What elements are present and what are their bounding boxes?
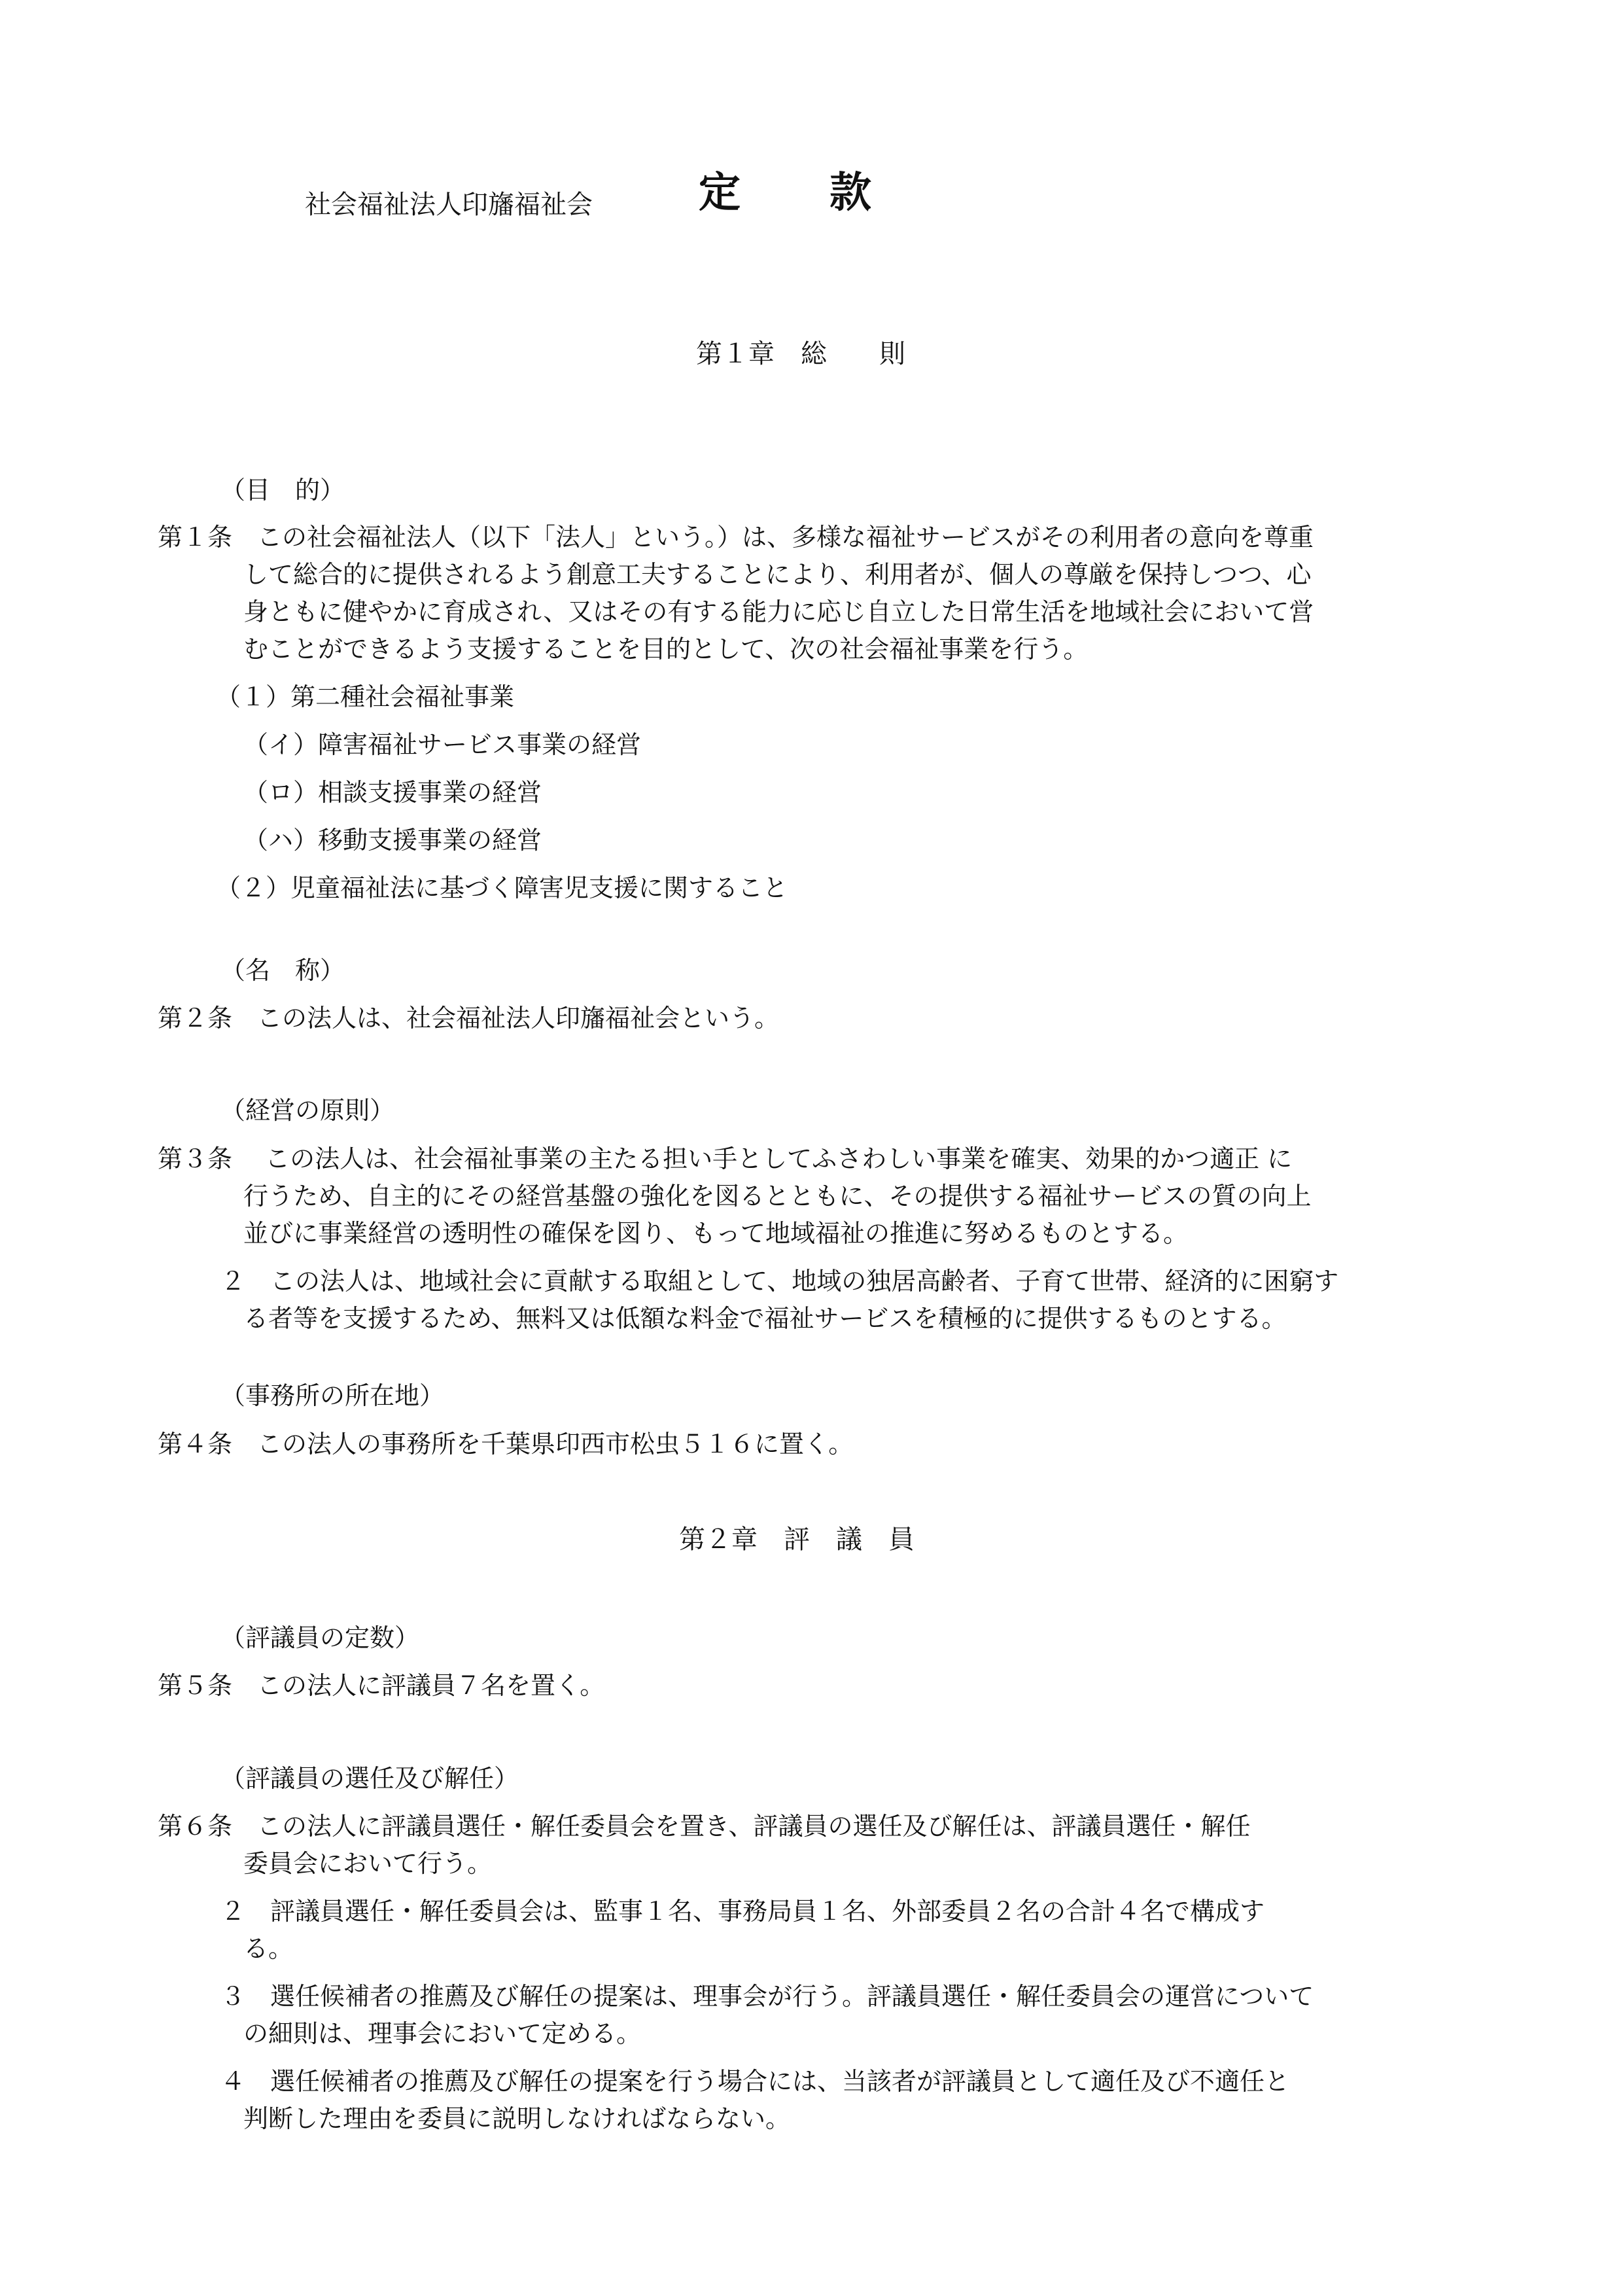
article-6-line-1: 第６条 この法人に評議員選任・解任委員会を置き、評議員の選任及び解任は、評議員選任・解任: [158, 1812, 1251, 1841]
article-6-para-4-line-2: 判断した理由を委員に説明しなければならない。: [243, 2104, 791, 2133]
article-5-line-1: 第５条 この法人に評議員７名を置く。: [158, 1671, 605, 1700]
article-6-line-2: 委員会において行う。: [243, 1849, 493, 1878]
article-3-para-2-line-1: ２ この法人は、地域社会に貢献する取組として、地域の独居高齢者、子育て世帯、経済的に困窮す: [220, 1267, 1339, 1296]
article-3-line-3: 並びに事業経営の透明性の確保を図り、もって地域福祉の推進に努めるものとする。: [243, 1219, 1189, 1248]
article-2-heading: （名 称）: [220, 956, 345, 985]
article-1-item-1b: （ロ）相談支援事業の経営: [243, 778, 542, 807]
article-4-heading: （事務所の所在地）: [220, 1381, 445, 1410]
article-1-line-1: 第１条 この社会福祉法人（以下「法人」という。）は、多様な福祉サービスがその利用者の意向を尊重: [158, 523, 1314, 552]
article-1-line-3: 身ともに健やかに育成され、又はその有する能力に応じ自立した日常生活を地域社会において営: [243, 597, 1314, 626]
article-6-para-3-line-1: ３ 選任候補者の推薦及び解任の提案は、理事会が行う。評議員選任・解任委員会の運営について: [220, 1982, 1314, 2011]
article-6-para-2-line-1: ２ 評議員選任・解任委員会は、監事１名、事務局員１名、外部委員２名の合計４名で構成す: [220, 1897, 1265, 1926]
article-3-line-1: 第３条 この法人は、社会福祉事業の主たる担い手としてふさわしい事業を確実、効果的かつ適正 に: [158, 1144, 1293, 1173]
article-1-item-1: （１）第二種社会福祉事業: [216, 682, 515, 711]
article-1-heading: （目 的）: [220, 476, 345, 504]
article-6-para-3-line-2: の細則は、理事会において定める。: [243, 2019, 642, 2048]
article-2-line-1: 第２条 この法人は、社会福祉法人印旛福祉会という。: [158, 1004, 780, 1033]
article-1-item-1a: （イ）障害福祉サービス事業の経営: [243, 730, 642, 759]
organization-name: 社会福祉法人印旛福祉会: [305, 190, 593, 220]
article-1-item-1c: （ハ）移動支援事業の経営: [243, 826, 542, 855]
document-title-char-2: 款: [829, 169, 871, 217]
article-4-line-1: 第４条 この法人の事務所を千葉県印西市松虫５１６に置く。: [158, 1430, 854, 1458]
article-1-line-2: して総合的に提供されるよう創意工夫することにより、利用者が、個人の尊厳を保持しつつ、心: [243, 560, 1312, 589]
document-title-char-1: 定: [699, 169, 741, 217]
article-3-para-2-line-2: る者等を支援するため、無料又は低額な料金で福祉サービスを積極的に提供するものとする。: [243, 1304, 1287, 1333]
article-3-line-2: 行うため、自主的にその経営基盤の強化を図るとともに、その提供する福祉サービスの質の向上: [243, 1182, 1312, 1210]
chapter-2-heading: 第２章 評 議 員: [679, 1525, 915, 1555]
article-5-heading: （評議員の定数）: [220, 1623, 420, 1652]
article-1-line-4: むことができるよう支援することを目的として、次の社会福祉事業を行う。: [243, 635, 1089, 663]
article-6-para-4-line-1: ４ 選任候補者の推薦及び解任の提案を行う場合には、当該者が評議員として適任及び不適任と: [220, 2067, 1290, 2096]
article-3-heading: （経営の原則）: [220, 1096, 395, 1125]
article-6-para-2-line-2: る。: [243, 1934, 294, 1963]
article-6-heading: （評議員の選任及び解任）: [220, 1764, 519, 1793]
article-1-item-2: （２）児童福祉法に基づく障害児支援に関すること: [216, 874, 788, 902]
chapter-1-heading: 第１章 総 則: [696, 339, 905, 369]
